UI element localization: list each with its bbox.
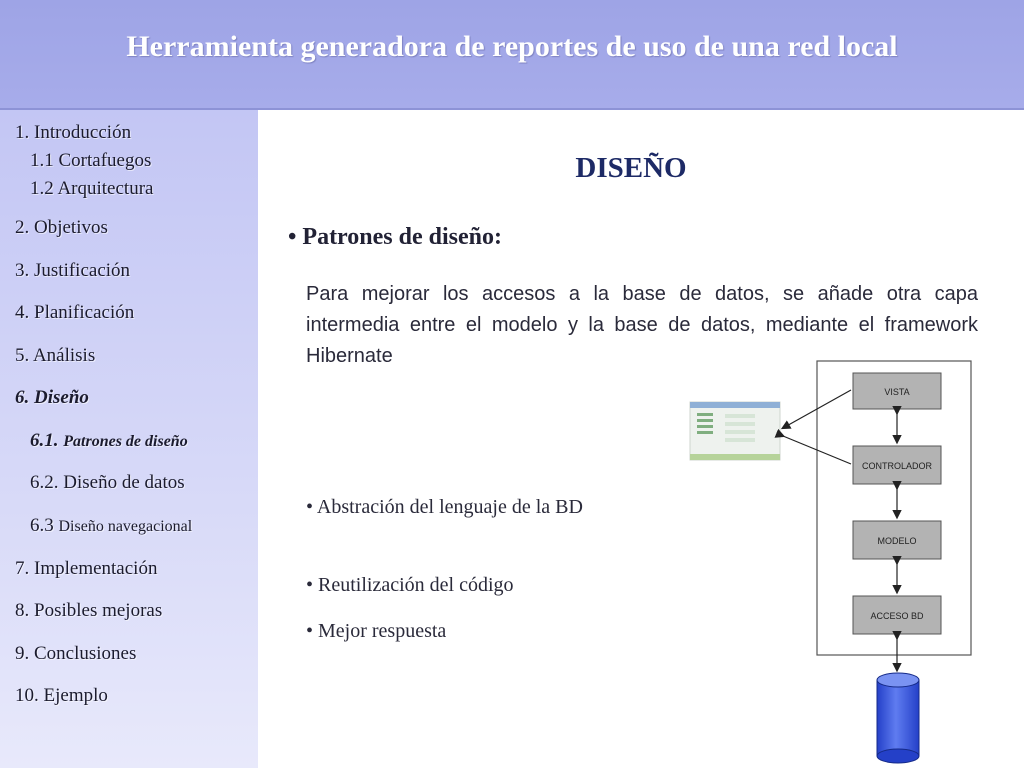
layer-modelo-box — [853, 521, 941, 559]
nav-item-cortafuegos[interactable]: 1.1 Cortafuegos — [30, 150, 152, 171]
nav-item-diseno[interactable]: 6. Diseño — [15, 387, 89, 408]
nav-item-conclusiones[interactable]: 9. Conclusiones — [15, 643, 137, 664]
slide-header — [0, 0, 1024, 110]
layer-modelo-label: MODELO — [877, 536, 917, 546]
nav-item-justificacion[interactable]: 3. Justificación — [15, 260, 131, 281]
slide-title: Herramienta generadora de reportes de uso de una red local — [126, 30, 898, 63]
architecture-diagram — [685, 356, 985, 768]
nav-item-introduccion[interactable]: 1. Introducción — [15, 122, 132, 143]
bullet-response: • Mejor respuesta — [306, 620, 447, 642]
layer-acceso-bd-label: ACCESO BD — [870, 611, 924, 621]
nav-item-diseno-de-datos[interactable]: 6.2. Diseño de datos — [30, 472, 185, 493]
nav-item-ejemplo[interactable]: 10. Ejemplo — [15, 685, 108, 706]
database-icon — [877, 673, 919, 763]
layer-vista-box — [853, 373, 941, 409]
bullet-reuse: • Reutilización del código — [306, 574, 514, 596]
description-paragraph: Para mejorar los accesos a la base de datos, se añade otra capa intermedia entre el modelo y la base de datos, mediante el framework Hibernate — [306, 283, 978, 367]
nav-item-patrones-de-diseno[interactable] — [30, 430, 188, 452]
nav-item-number: 6.1. — [30, 430, 59, 451]
navigation-sidebar — [0, 110, 258, 768]
app-screenshot-thumbnail — [690, 402, 780, 460]
nav-item-planificacion[interactable]: 4. Planificación — [15, 302, 135, 323]
layer-vista-label: VISTA — [884, 387, 910, 397]
layer-controlador-label: CONTROLADOR — [861, 461, 933, 471]
nav-item-implementacion[interactable]: 7. Implementación — [15, 558, 158, 579]
nav-item-label: Diseño navegacional — [58, 518, 193, 535]
nav-item-label: Patrones de diseño — [63, 433, 188, 450]
nav-item-analisis[interactable]: 5. Análisis — [15, 345, 96, 366]
layer-acceso-bd-box — [853, 596, 941, 634]
nav-item-diseno-navegacional[interactable] — [30, 515, 192, 537]
nav-item-number: 6.3 — [30, 515, 54, 536]
section-title: DISEÑO — [575, 152, 687, 184]
nav-item-objetivos[interactable]: 2. Objetivos — [15, 217, 108, 238]
layer-controlador-box — [853, 446, 941, 484]
section-heading: • Patrones de diseño: — [288, 224, 502, 250]
bullet-abstraction: • Abstración del lenguaje de la BD — [306, 496, 583, 518]
nav-item-posibles-mejoras[interactable]: 8. Posibles mejoras — [15, 600, 163, 621]
nav-item-arquitectura[interactable]: 1.2 Arquitectura — [30, 178, 154, 199]
